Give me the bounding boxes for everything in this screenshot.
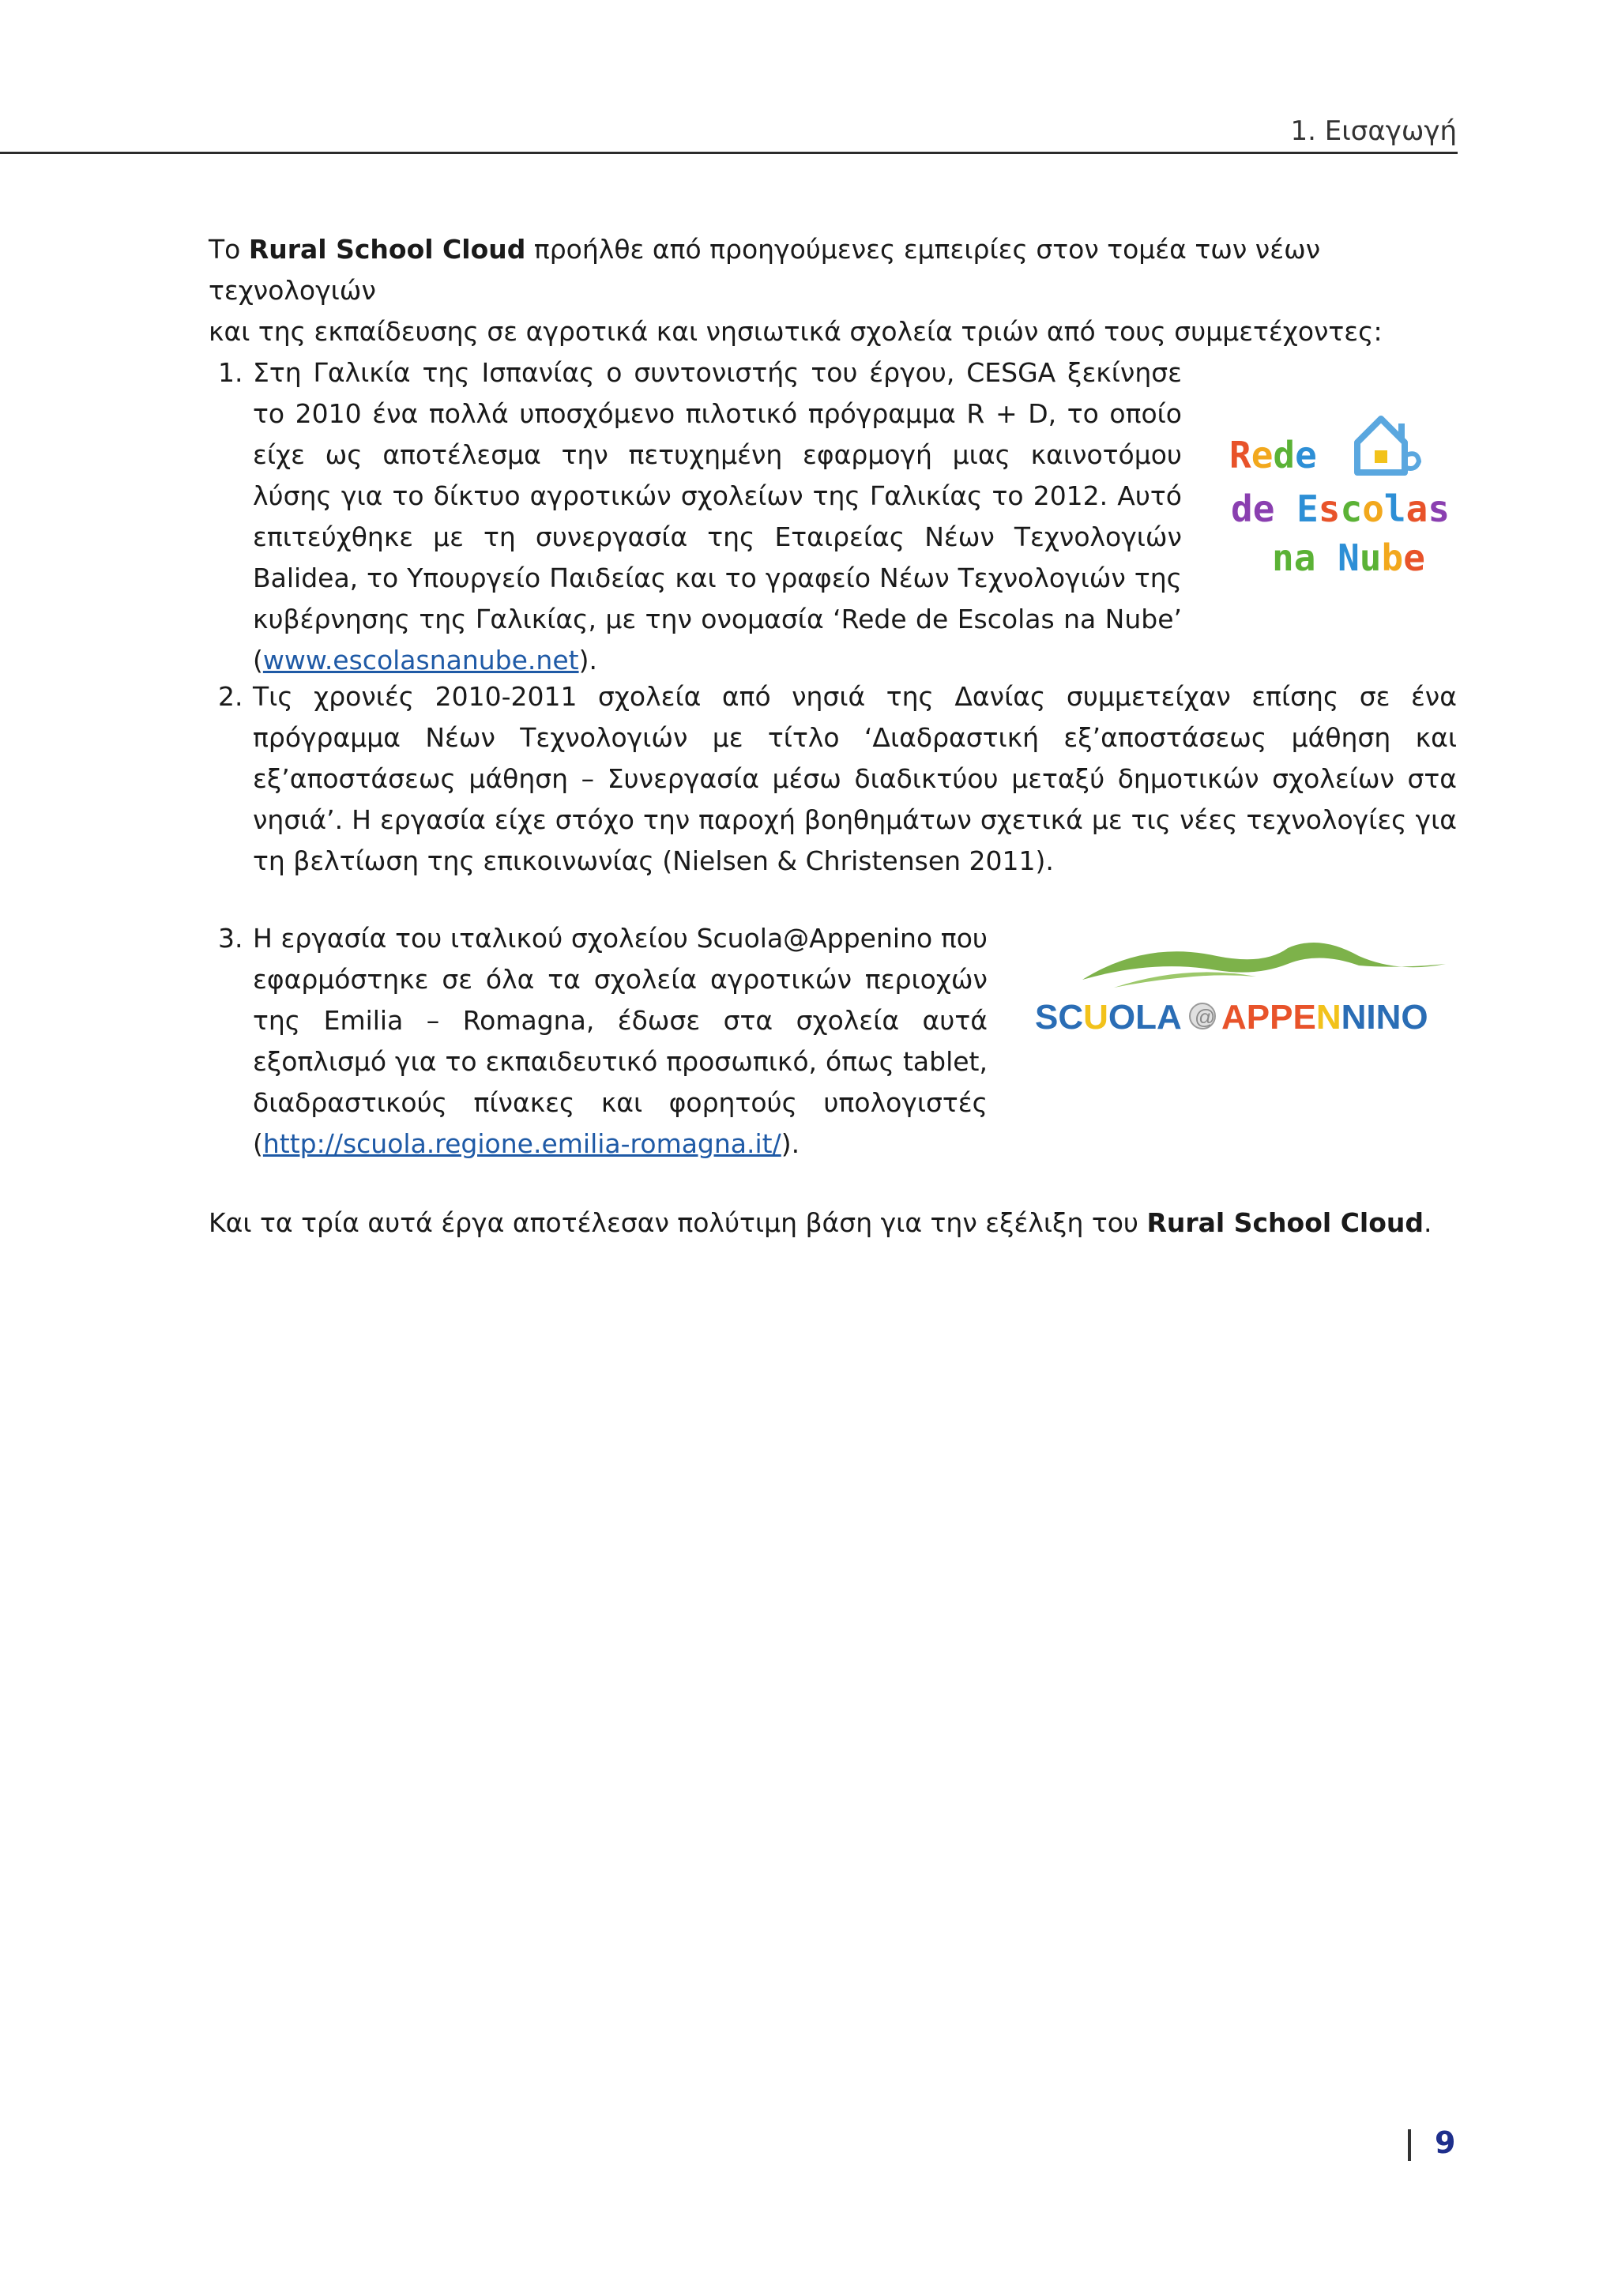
item-1-number: 1.	[218, 357, 243, 388]
svg-text:SCUOLA: SCUOLA	[1035, 998, 1182, 1037]
intro-line2: και της εκπαίδευσης σε αγροτικά και νησιωτικά σχολεία τριών από τους συμμετέχοντες:	[209, 316, 1383, 347]
header-rule	[0, 152, 1458, 154]
svg-text:Rede: Rede	[1229, 434, 1317, 476]
item-1-text	[253, 352, 1182, 681]
item-3-link-close: ).	[781, 1128, 800, 1159]
item-1-body: Στη Γαλικία της Ισπανίας ο συντονιστής του έργου, CESGA ξεκίνησε το 2010 ένα πολλά υποσχόμενο πιλοτικό πρόγραμμα R + D, το οποίο είχε ως αποτέλεσμα την πετυχημένη εφαρμογή μιας καινοτόμου λύσης για το δίκτυο αγροτικών σχολείων της Γαλικίας το 2012. Αυτό επιτεύχθηκε με τη συνεργασία της Εταιρείας Νέων Τεχνολογιών Balidea, το Υπουργείο Παιδείας και το γραφείο Νέων Τεχνολογιών της κυβέρνησης της Γαλικίας, με την ονομασία ‘Rede de Escolas na Nube’	[253, 357, 1182, 634]
page-number-bar	[1408, 2129, 1411, 2161]
scuola-appennino-logo	[1027, 932, 1454, 1043]
at-sign-icon	[1190, 1003, 1215, 1029]
scuola-link[interactable]: http://scuola.regione.emilia-romagna.it/	[262, 1128, 781, 1159]
closing-bold-title: Rural School Cloud	[1146, 1207, 1424, 1238]
intro-paragraph	[209, 229, 1457, 352]
item-3-text	[253, 918, 988, 1165]
page-number-value: 9	[1435, 2125, 1456, 2160]
intro-prefix: Το	[209, 234, 249, 265]
svg-text:de Escolas: de Escolas	[1231, 487, 1451, 530]
item-2-text: Τις χρονιές 2010-2011 σχολεία από νησιά της Δανίας συμμετείχαν επίσης σε ένα πρόγραμμα Νέων Τεχνολογιών με τίτλο ‘Διαδραστική εξ’αποστάσεως μάθηση και εξ’αποστάσεως μάθηση – Συνεργασία μέσω διαδικτύου μεταξύ δημοτικών σχολείων στα νησιά’. Η εργασία είχε στόχο την παροχή βοηθημάτων σχετικά με τις νέες τεχνολογίες για τη βελτίωση της επικοινωνίας (Nielsen & Christensen 2011).	[253, 681, 1457, 876]
item-3-number: 3.	[218, 923, 243, 954]
item-3-body: Η εργασία του ιταλικού σχολείου Scuola@Appenino που εφαρμόστηκε σε όλα τα σχολεία αγροτικών περιοχών της Emilia – Romagna, έδωσε στα σχολεία αυτά εξοπλισμό για το εκπαιδευτικό προσωπικό, όπως tablet, διαδραστικούς πίνακες και φορητούς υπολογιστές	[253, 923, 988, 1118]
svg-text:@: @	[1195, 1005, 1216, 1029]
item-1-link-close: ).	[578, 645, 597, 676]
closing-paragraph	[209, 1203, 1457, 1244]
item-3-link-open: (	[253, 1128, 263, 1159]
closing-end: .	[1424, 1207, 1432, 1238]
closing-text: Και τα τρία αυτά έργα αποτέλεσαν πολύτιμη βάση για την εξέλιξη του	[209, 1207, 1147, 1238]
intro-line1: προήλθε από προηγούμενες εμπειρίες στον τομέα των νέων τεχνολογιών	[209, 234, 1321, 306]
item-2-number: 2.	[218, 681, 243, 712]
item-1-link-open: (	[253, 645, 263, 676]
rede-de-escolas-logo	[1223, 395, 1460, 585]
page-number	[1408, 2125, 1455, 2161]
section-header: 1. Εισαγωγή	[1290, 115, 1457, 147]
svg-text:na Nube: na Nube	[1272, 536, 1425, 579]
house-icon	[1357, 419, 1419, 472]
svg-text:APPENNINO: APPENNINO	[1221, 998, 1428, 1037]
intro-bold-title: Rural School Cloud	[248, 234, 526, 265]
escolasnanube-link[interactable]: www.escolasnanube.net	[262, 645, 579, 676]
